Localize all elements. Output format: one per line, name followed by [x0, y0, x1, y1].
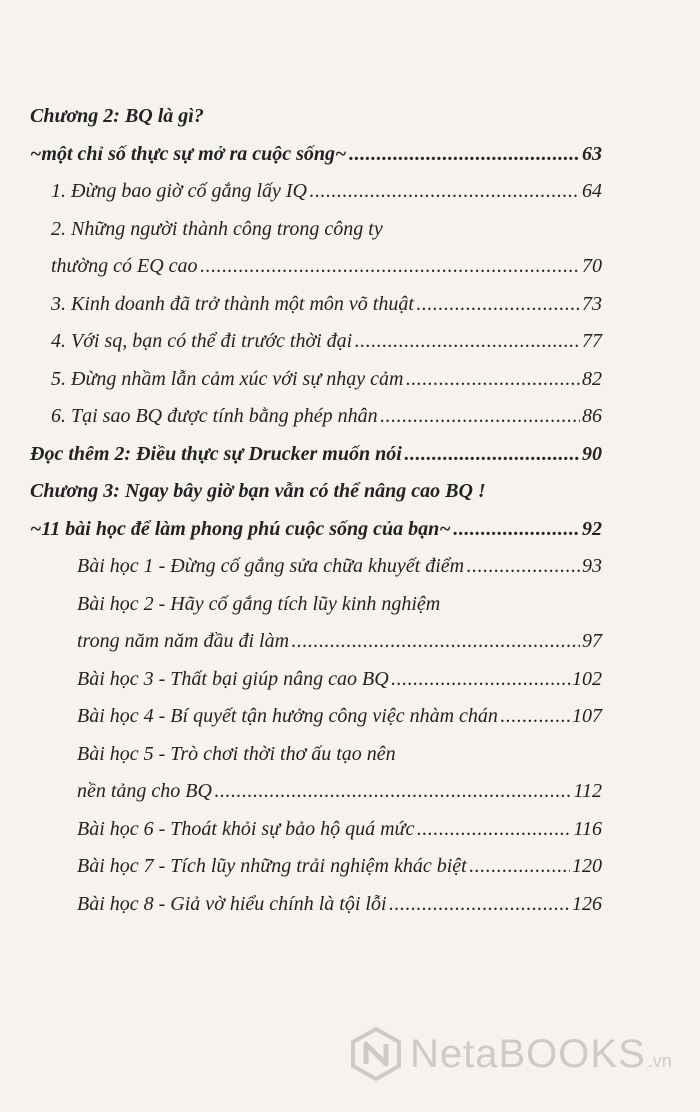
- toc-entry-title: 3. Kinh doanh đã trở thành một môn võ thuật: [51, 292, 414, 315]
- toc-entry-page: 70: [582, 255, 602, 277]
- toc-entry-title: Chương 2: BQ là gì?: [30, 105, 204, 127]
- netabooks-watermark: [348, 1026, 672, 1082]
- toc-entry-title: nền tảng cho BQ: [77, 780, 212, 802]
- toc-dot-leader: [416, 811, 571, 849]
- toc-entry-title: Bài học 2 - Hãy cố gắng tích lũy kinh nghiệm: [77, 592, 441, 615]
- toc-entry-title: Bài học 1 - Đừng cố gắng sửa chữa khuyết điểm: [77, 555, 465, 577]
- toc-dot-leader: [391, 661, 570, 699]
- toc-dot-leader: [466, 548, 580, 586]
- toc-entry-title: Bài học 3 - Thất bại giúp nâng cao BQ: [77, 667, 389, 690]
- netabooks-logo-icon: [348, 1026, 404, 1082]
- toc-entry-title: trong năm năm đầu đi làm: [77, 630, 290, 652]
- toc-entry-page: 112: [573, 780, 602, 802]
- toc-entry-title: Bài học 7 - Tích lũy những trải nghiệm khác biệt: [77, 855, 467, 877]
- watermark-suffix: .vn: [647, 1050, 672, 1071]
- toc-entry: [30, 661, 602, 699]
- toc-entry-title: Bài học 5 - Trò chơi thời thơ ấu tạo nên: [77, 742, 396, 765]
- toc-entry: [30, 398, 602, 436]
- toc-entry: [30, 623, 602, 661]
- toc-entry-title: Bài học 6 - Thoát khỏi sự bảo hộ quá mức: [77, 817, 415, 840]
- toc-entry-title: Chương 3: Ngay bây giờ bạn vẫn có thể nâng cao BQ !: [30, 480, 486, 502]
- toc-entry-page: 107: [572, 705, 602, 727]
- toc-entry-page: 82: [582, 367, 602, 390]
- toc-dot-leader: [453, 511, 580, 549]
- toc-entry: [30, 436, 602, 474]
- toc-entry-title: 1. Đừng bao giờ cố gắng lấy IQ: [51, 180, 307, 202]
- toc-dot-leader: [380, 398, 580, 436]
- toc-entry: [30, 361, 602, 399]
- toc-entry: [30, 98, 602, 136]
- toc-dot-leader: [416, 286, 580, 324]
- toc-entry-page: 126: [572, 892, 602, 915]
- toc-entry-title: Bài học 4 - Bí quyết tận hưởng công việc nhàm chán: [77, 705, 498, 727]
- toc-dot-leader: [214, 773, 572, 811]
- toc-entry-title: ~một chỉ số thực sự mở ra cuộc sống~: [30, 142, 347, 165]
- toc-entry-title: ~11 bài học để làm phong phú cuộc sống của bạn~: [30, 517, 451, 540]
- toc-entry-page: 116: [573, 817, 602, 840]
- toc-entry-title: Bài học 8 - Giả vờ hiểu chính là tội lỗi: [77, 892, 387, 915]
- toc-entry: [30, 736, 602, 774]
- toc-entry-title: 6. Tại sao BQ được tính bằng phép nhân: [51, 405, 378, 427]
- toc-entry-page: 63: [582, 142, 602, 165]
- toc-dot-leader: [404, 436, 580, 474]
- toc-dot-leader: [348, 136, 580, 174]
- toc-entry: [30, 136, 602, 174]
- toc-entry: [30, 586, 602, 624]
- toc-entry: [30, 886, 602, 924]
- toc-entry: [30, 698, 602, 736]
- toc-entry-page: 86: [582, 405, 602, 427]
- toc-entry-title: thường có EQ cao: [51, 255, 198, 277]
- table-of-contents: [30, 98, 602, 923]
- toc-entry: [30, 811, 602, 849]
- toc-entry-page: 90: [582, 442, 602, 465]
- toc-entry: [30, 773, 602, 811]
- toc-entry-page: 92: [582, 517, 602, 540]
- toc-entry: [30, 511, 602, 549]
- toc-dot-leader: [291, 623, 580, 661]
- toc-dot-leader: [354, 323, 580, 361]
- toc-dot-leader: [500, 698, 570, 736]
- toc-entry-page: 77: [582, 330, 602, 352]
- toc-entry-page: 64: [582, 180, 602, 202]
- toc-entry-page: 73: [582, 292, 602, 315]
- toc-entry: [30, 173, 602, 211]
- toc-entry: [30, 473, 602, 511]
- toc-entry: [30, 211, 602, 249]
- toc-entry-title: 5. Đừng nhầm lẫn cảm xúc với sự nhạy cảm: [51, 367, 404, 390]
- toc-dot-leader: [405, 361, 580, 399]
- toc-entry: [30, 286, 602, 324]
- watermark-name: NetaBOOKS: [410, 1031, 646, 1076]
- toc-entry: [30, 848, 602, 886]
- toc-entry-page: 93: [582, 555, 602, 577]
- toc-dot-leader: [389, 886, 570, 924]
- toc-entry-title: Đọc thêm 2: Điều thực sự Drucker muốn nói: [30, 442, 402, 465]
- toc-entry-page: 102: [572, 667, 602, 690]
- toc-entry: [30, 323, 602, 361]
- toc-entry-page: 97: [582, 630, 602, 652]
- toc-dot-leader: [469, 848, 570, 886]
- toc-entry: [30, 248, 602, 286]
- toc-entry: [30, 548, 602, 586]
- toc-dot-leader: [200, 248, 580, 286]
- toc-entry-title: 2. Những người thành công trong công ty: [51, 217, 383, 240]
- toc-entry-page: 120: [572, 855, 602, 877]
- toc-dot-leader: [309, 173, 580, 211]
- toc-entry-title: 4. Với sq, bạn có thể đi trước thời đại: [51, 330, 353, 352]
